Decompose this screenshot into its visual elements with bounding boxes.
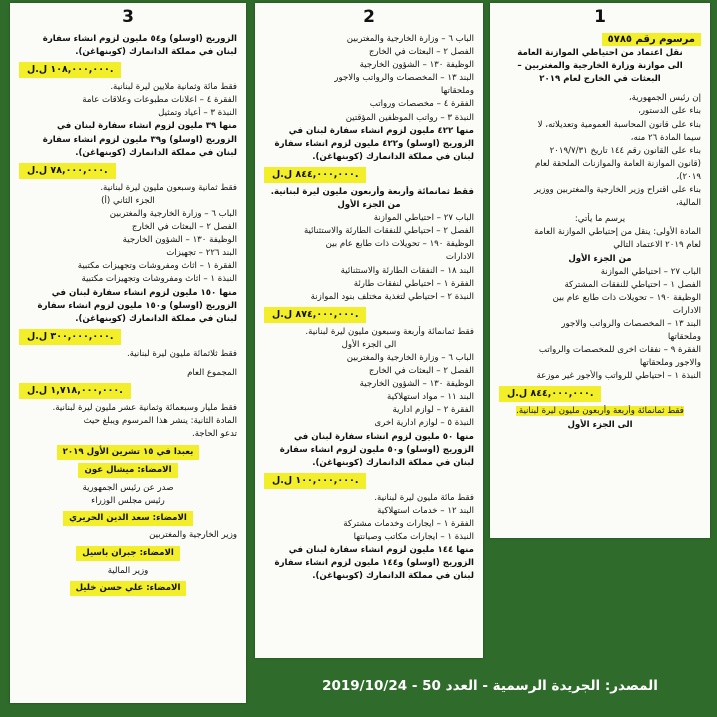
text-line: المادة الثانية: ينشر هذا المرسوم ويبلغ حيث <box>83 416 237 427</box>
text-line: منها ٣٩ مليون لزوم انشاء سفارة لبنان في <box>56 121 237 132</box>
text-line: الزوريج (اوسلو) و١٥٠ مليون لزوم انشاء سفارة <box>37 300 237 311</box>
amount-highlight: ١٠٨,٠٠٠,٠٠٠ ل.ل. <box>19 62 121 78</box>
decree-number-label: مرسوم رقم ٥٧٨٥ <box>602 33 701 46</box>
amount-words: فقط ثمانمائة وأربعة وسبعون مليون ليرة لبنانية. <box>305 326 474 337</box>
text-line: الفقرة ٤ – مخصصات ورواتب <box>369 99 474 110</box>
section-label: من الجزء الأول <box>337 200 401 211</box>
text-line: النبذة ١ – اثاث ومفروشات وتجهيزات مكتبية <box>81 274 237 285</box>
text-line: وزير المالية <box>107 565 149 576</box>
text-line: الوظيفة ١٣٠ – الشؤون الخارجية <box>122 235 237 246</box>
text-line: الفقرة ٢ – لوازم ادارية <box>392 405 474 416</box>
amount-words: فقط مائة مليون ليرة لبنانية. <box>374 492 474 503</box>
text-line: الجزء الثاني (أ) <box>101 195 155 206</box>
text-line: الباب ٦ – وزارة الخارجية والمغتربين <box>109 208 237 219</box>
text-line: الباب ٦ – وزارة الخارجية والمغتربين <box>346 34 474 44</box>
text-line: لبنان في مملكة الدانمارك (كوبنهاغن). <box>312 151 474 162</box>
text-line: الفصل ٢ – البعثات في الخارج <box>368 47 474 58</box>
signature-president: الامضاء: ميشال عون <box>78 463 177 478</box>
text-line: سيما المادة ٢٦ منه، <box>630 132 701 143</box>
amount-highlight: ٨٤٤,٠٠٠,٠٠٠ ل.ل. <box>499 386 601 402</box>
text-line: وزير الخارجية والمغتربين <box>149 530 237 541</box>
text-line: النبذة ١ – احتياطي للرواتب والأجور غير موزعة <box>536 371 701 382</box>
page-number: 2 <box>363 7 375 27</box>
text-line: صدر عن رئيس الجمهورية <box>82 483 174 494</box>
decree-title-line: نقل اعتماد من احتياطي الموازنة العامة <box>517 48 683 59</box>
signature-pm: الامضاء: سعد الدين الحريري <box>63 511 193 526</box>
text-line: الفصل ١ – احتياطي للنفقات المشتركة <box>564 279 701 290</box>
total-amount: ١,٧١٨,٠٠٠,٠٠٠ ل.ل. <box>19 383 131 399</box>
text-line: النبذة ٣ – رواتب الموظفين المؤقتين <box>345 112 474 123</box>
text-line: لبنان في مملكة الدانمارك (كوبنهاغن). <box>312 457 474 468</box>
amount-words: فقط ثلاثمائة مليون ليرة لبنانية. <box>126 348 237 359</box>
amount-words: فقط ثمانمائة وأربعة وأربعون مليون ليرة لبنانية. <box>516 406 684 417</box>
text-line: ٢٠١٩)، <box>676 171 701 182</box>
amount-highlight: ٨٤٤,٠٠٠,٠٠٠ ل.ل. <box>264 167 366 183</box>
text-line: يرسم ما يأتي: <box>574 214 626 225</box>
amount-highlight: ٧٨,٠٠٠,٠٠٠ ل.ل. <box>19 163 116 179</box>
decree-title-line: البعثات في الخارج لعام ٢٠١٩ <box>539 74 661 85</box>
text-line: إن رئيس الجمهورية، <box>628 93 701 104</box>
text-line: بناء على اقتراح وزير الخارجية والمغتربين ووزير <box>534 185 701 196</box>
amount-highlight: ١٠٠,٠٠٠,٠٠٠ ل.ل. <box>264 473 366 489</box>
text-line: بناء على القانون رقم ١٤٤ تاريخ ٢٠١٩/٧/٣١ <box>549 145 701 156</box>
page-1 <box>490 3 710 538</box>
date-stamp: بعبدا في ١٥ تشرين الأول ٢٠١٩ <box>57 445 200 460</box>
source-caption: المصدر: الجريدة الرسمية - العدد 50 - 2019/10/24 <box>322 678 658 694</box>
text-line: وملحقاتها <box>440 86 474 97</box>
text-line: الفصل ٢ – البعثات في الخارج <box>131 222 237 233</box>
text-line: منها ٥٠ مليون لزوم انشاء سفارة لبنان في <box>293 431 474 442</box>
text-line: لبنان في مملكة الدانمارك (كوبنهاغن). <box>75 313 237 324</box>
text-line: منها ٤٢٢ مليون لزوم انشاء سفارة لبنان في <box>288 125 474 136</box>
text-line: المالية، <box>675 198 701 209</box>
text-line: الوظيفة ١٣٠ – الشؤون الخارجية <box>359 60 474 71</box>
text-line: والاجور وملحقاتها <box>639 358 701 369</box>
text-line: الزوريج (اوسلو) و١٤٤ مليون لزوم انشاء سفارة <box>274 558 474 569</box>
page-number: 1 <box>594 7 606 27</box>
signature-finance: الامضاء: علي حسن خليل <box>70 581 187 596</box>
text-line: لبنان في مملكة الدانمارك (كوبنهاغن). <box>75 147 237 158</box>
amount-highlight: ٨٧٤,٠٠٠,٠٠٠ ل.ل. <box>264 307 366 323</box>
section-label: الى الجزء الأول <box>341 339 397 350</box>
text-line: البند ١٨ – النفقات الطارئة والاستثنائية <box>340 265 474 276</box>
section-label: من الجزء الأول <box>568 253 632 264</box>
text-line: تدعو الحاجة. <box>191 429 237 440</box>
page-2 <box>255 3 483 658</box>
text-line: لبنان في مملكة الدانمارك (كوبنهاغن). <box>312 571 474 582</box>
text-line: الزوريج (اوسلو) و٥٠ مليون لزوم انشاء سفارة <box>279 444 474 455</box>
text-line: النبذة ٢ – احتياطي لتغذية مختلف بنود الموازنة <box>310 291 474 302</box>
text-line: البند ١٣ – المخصصات والرواتب والاجور <box>334 73 474 84</box>
decree-title-line: الى موازنة وزارة الخارجية والمغتربين – <box>517 61 683 72</box>
text-line: الادارات <box>445 252 474 263</box>
text-line: منها ١٤٤ مليون لزوم انشاء سفارة لبنان في <box>288 545 474 556</box>
text-line: (قانون الموازنة العامة والموازنات الملحقة لعام <box>534 158 701 169</box>
page-3 <box>10 3 246 703</box>
text-line: الوظيفة ١٩٠ – تحويلات ذات طابع عام بين <box>552 292 701 303</box>
text-line: الباب ٢٧ – احتياطي الموازنة <box>373 213 474 224</box>
text-line: الفقرة ٩ – نفقات اخرى للمخصصات والرواتب <box>538 345 701 356</box>
amount-words: فقط ثمانمائة وأربعة وأربعون مليون ليرة لبنانية. <box>270 186 474 197</box>
page-number: 3 <box>122 7 134 27</box>
text-line: وملحقاتها <box>667 332 701 343</box>
section-label: الى الجزء الأول <box>567 419 633 430</box>
text-line: الزوريج (اوسلو) و٥٤ مليون لزوم انشاء سفارة <box>42 34 237 44</box>
text-line: لعام ٢٠١٩ الاعتماد التالي <box>613 240 701 251</box>
text-line: البند ٢٢٦ – تجهيزات <box>166 248 237 259</box>
amount-words: فقط مليار وسبعمائة وثمانية عشر مليون ليرة لبنانية. <box>52 402 237 413</box>
text-line: الفقرة ١ – اثاث ومفروشات وتجهيزات مكتبية <box>77 261 237 272</box>
text-line: الفصل ٢ – البعثات في الخارج <box>368 366 474 377</box>
text-line: النبذة ١ – ايجارات مكاتب وصيانتها <box>353 532 474 543</box>
text-line: الباب ٦ – وزارة الخارجية والمغتربين <box>346 352 474 363</box>
amount-highlight: ٣٠٠,٠٠٠,٠٠٠ ل.ل. <box>19 329 121 345</box>
text-line: الفقرة ١ – احتياطي لنفقات طارئة <box>353 278 474 289</box>
text-line: الادارات <box>672 305 701 316</box>
text-line: الباب ٢٧ – احتياطي الموازنة <box>600 266 701 277</box>
text-line: بناء على قانون المحاسبة العمومية وتعديلاته، لا <box>537 119 701 130</box>
text-line: لبنان في مملكة الدانمارك (كوبنهاغن). <box>75 47 237 58</box>
text-line: الوظيفة ١٩٠ – تحويلات ذات طابع عام بين <box>325 239 474 250</box>
text-line: المادة الأولى: ينقل من إحتياطي الموازنة العامة <box>534 227 701 238</box>
text-line: الفقرة ١ – ايجارات وخدمات مشتركة <box>343 519 474 529</box>
amount-words: فقط ثمانية وسبعون مليون ليرة لبنانية. <box>100 182 237 193</box>
text-line: النبذة ٥ – لوازم ادارية اخرى <box>374 418 474 429</box>
text-line: الزوريج (اوسلو) و٣٩ مليون لزوم انشاء سفارة <box>42 134 237 145</box>
signature-fm: الامضاء: جبران باسيل <box>76 546 180 561</box>
text-line: رئيس مجلس الوزراء <box>91 496 165 507</box>
text-line: البند ١١ – مواد استهلاكية <box>387 392 474 403</box>
text-line: الفصل ٢ – احتياطي للنفقات الطارئة والاستثنائية <box>303 226 474 237</box>
amount-words: فقط مائة وثمانية ملايين ليرة لبنانية. <box>110 82 237 93</box>
text-line: النبذة ٣ – أعياد وتمثيل <box>158 108 237 119</box>
text-line: الزوريج (اوسلو) و٤٢٢ مليون لزوم انشاء سفارة <box>274 138 474 149</box>
text-line: البند ١٢ – خدمات استهلاكية <box>377 505 474 516</box>
text-line: بناء على الدستور، <box>638 106 701 117</box>
text-line: الفقرة ٤ – اعلانات مطبوعات وعلاقات عامة <box>82 95 237 106</box>
total-label: المجموع العام <box>187 367 237 378</box>
text-line: الوظيفة ١٣٠ – الشؤون الخارجية <box>359 379 474 390</box>
text-line: البند ١٣ – المخصصات والرواتب والاجور <box>561 318 701 329</box>
text-line: منها ١٥٠ مليون لزوم انشاء سفارة لبنان في <box>51 287 237 298</box>
